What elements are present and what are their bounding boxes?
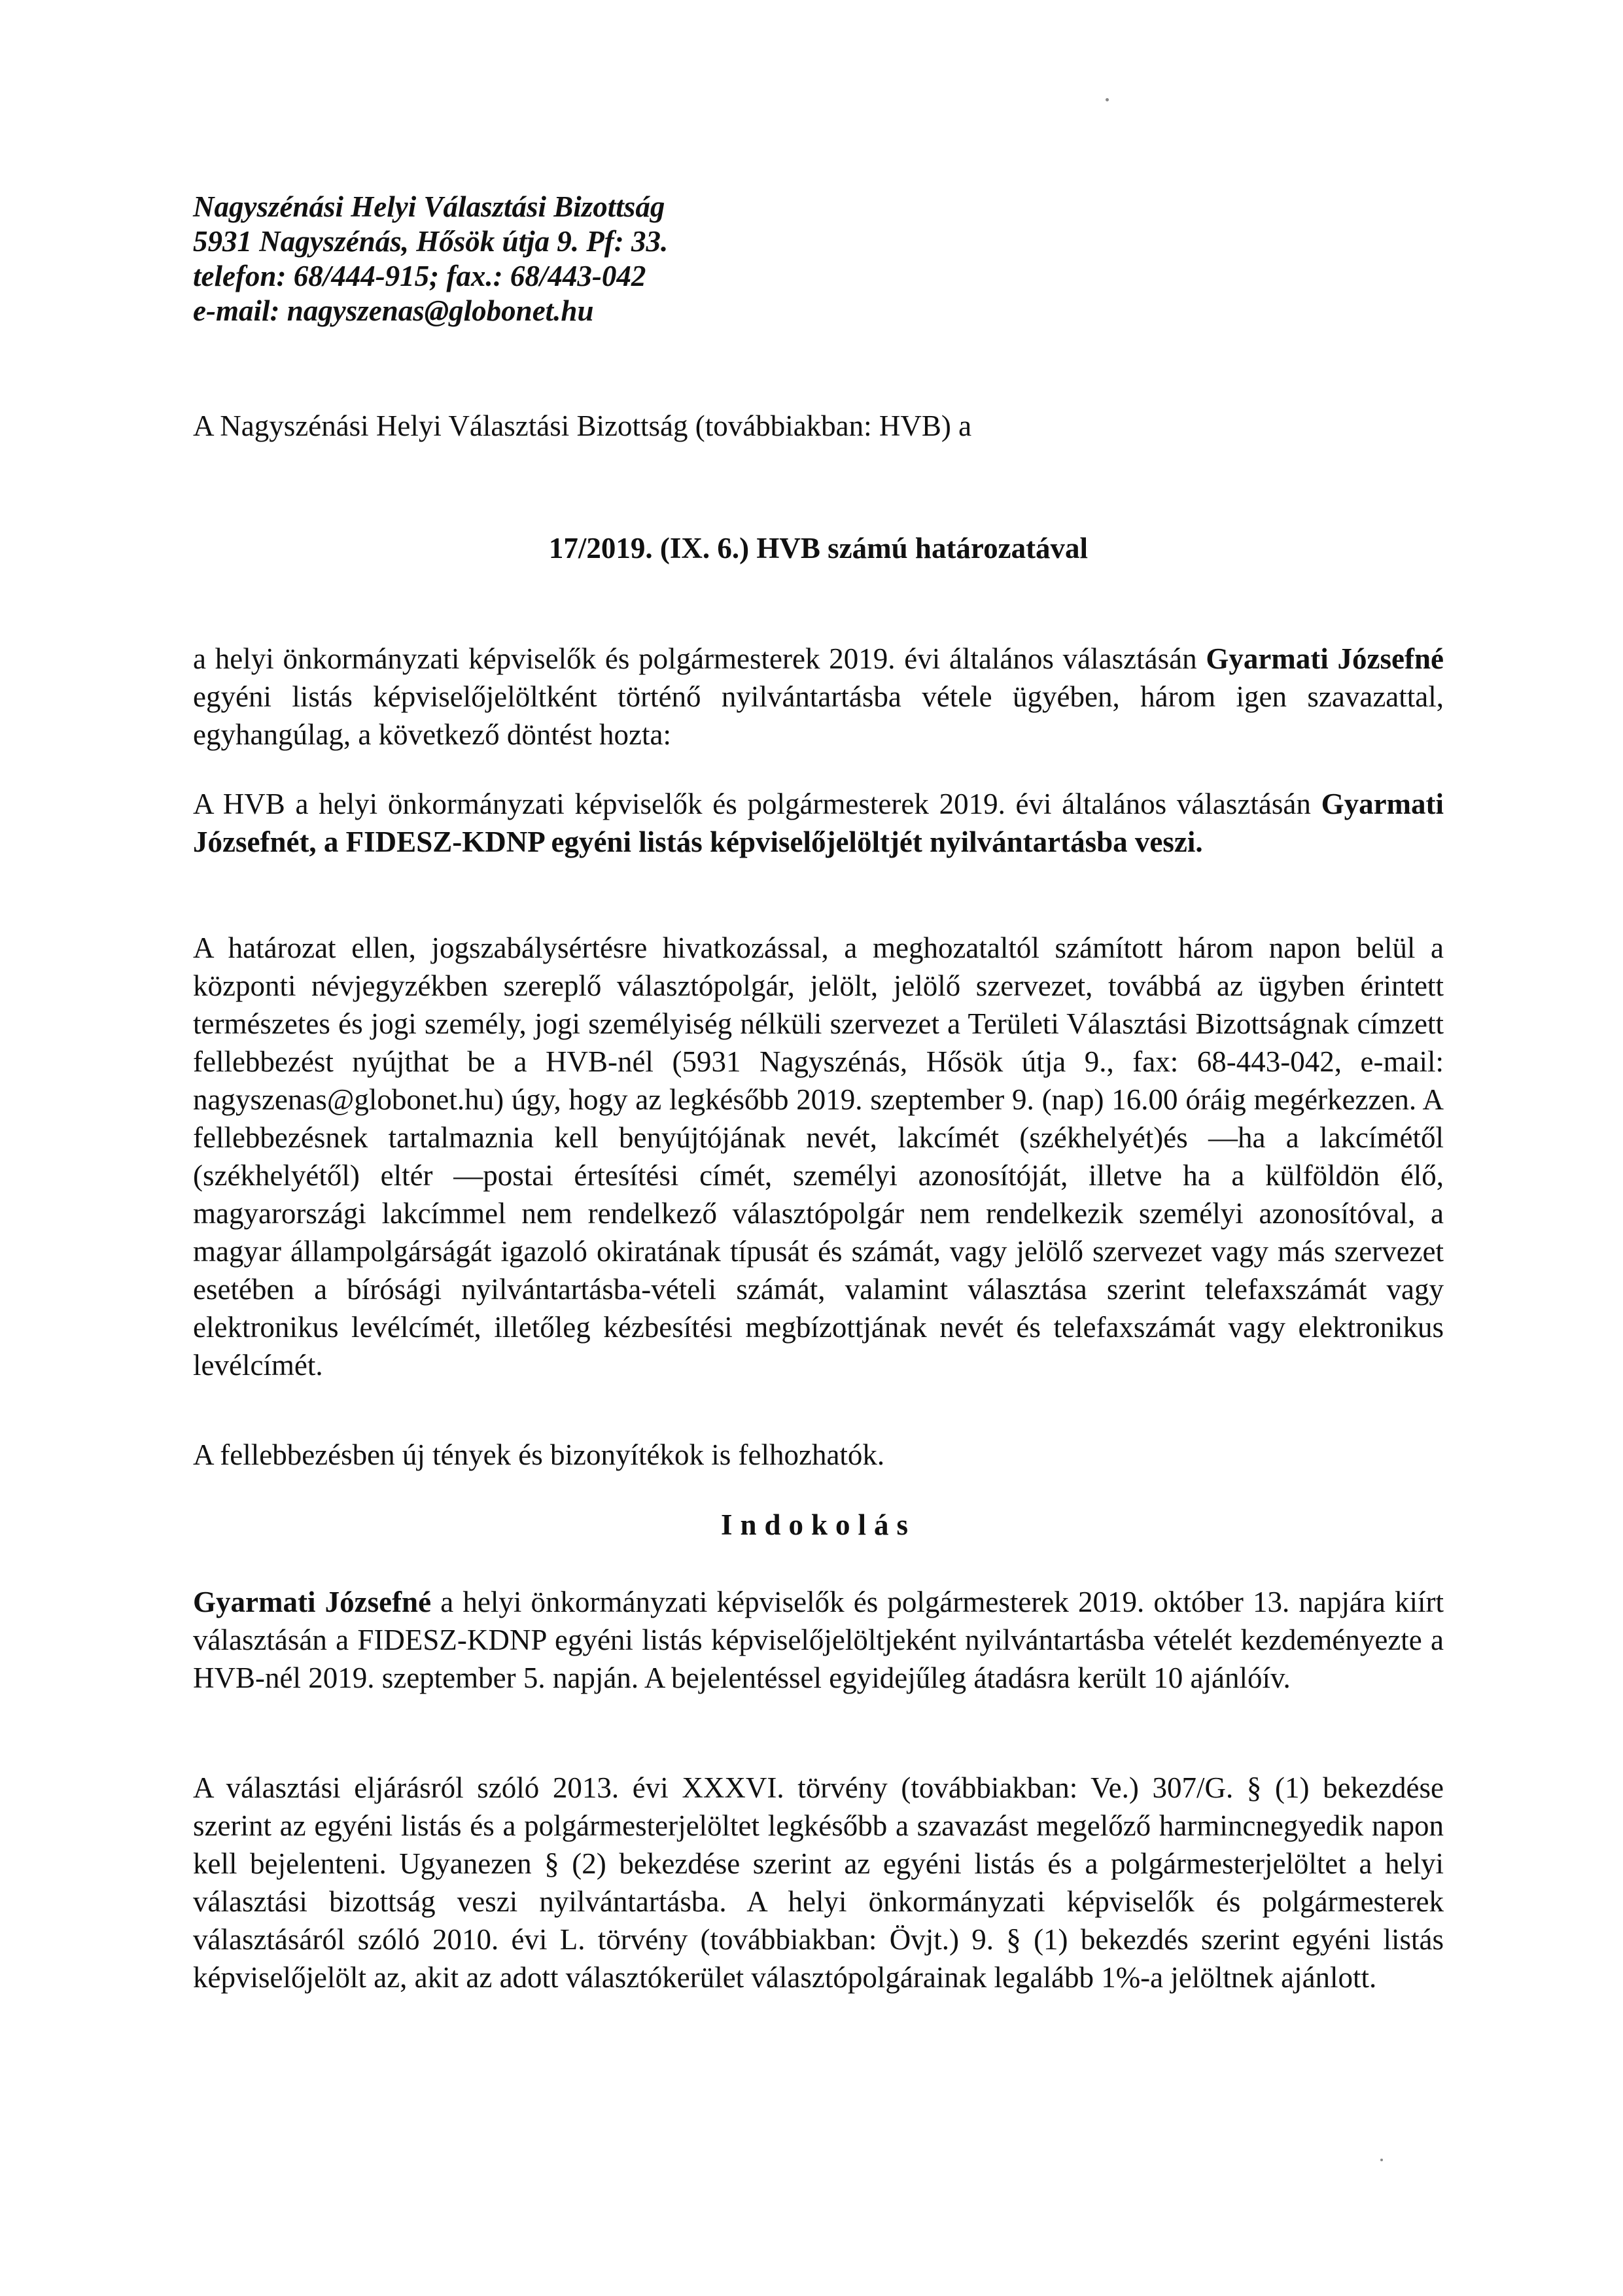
- justification-paragraph: [193, 1583, 1444, 1697]
- candidate-name: Gyarmati Józsefné: [1206, 642, 1444, 675]
- paragraph-text: egyéni listás képviselőjelöltként történő nyilvántartásba vétele ügyében, három igen szavazattal, egyhangúlag, a következő döntést hozta:: [193, 680, 1444, 751]
- decision-text: A HVB a helyi önkormányzati képviselők és polgármesterek 2019. évi általános választásán: [193, 788, 1311, 820]
- scan-speck: [1106, 98, 1109, 101]
- letterhead-organization: Nagyszénási Helyi Választási Bizottság: [193, 190, 665, 223]
- appeal-evidence-paragraph: A fellebbezésben új tények és bizonyítékok is felhozhatók.: [193, 1438, 885, 1471]
- paragraph-text: a helyi önkormányzati képviselők és polgármesterek 2019. október 13. napjára kiírt választásán a FIDESZ-KDNP egyéni listás képviselőjelöltjeként nyilvántartásba vételét kezdeményezte a HVB-nél 2019. szeptember 5. napján. A bejelentéssel egyidejűleg átadásra került 10 ajánlóív.: [193, 1586, 1444, 1694]
- scan-speck: [1380, 2159, 1383, 2161]
- intro-line: A Nagyszénási Helyi Választási Bizottság (továbbiakban: HVB) a: [193, 409, 972, 442]
- decision-context-paragraph: [193, 640, 1444, 754]
- decision-text-bold: Gyarmati Józsefnét, a FIDESZ-KDNP egyéni listás képviselőjelöltjét nyilvántartásba veszi.: [193, 788, 1444, 858]
- letterhead-phone-fax: telefon: 68/444-915; fax.: 68/443-042: [193, 260, 646, 292]
- document-page: [193, 0, 1444, 2296]
- legal-basis-paragraph: A választási eljárásról szóló 2013. évi XXXVI. törvény (továbbiakban: Ve.) 307/G. § (1) bekezdése szerint az egyéni listás és a polgármesterjelöltet legkésőbb a szavazást megelőző harmincnegyedik napon kell bejelenteni. Ugyanezen § (2) bekezdése szerint az egyéni listás és a polgármesterjelöltet a helyi választási bizottság veszi nyilvántartásba. A helyi önkormányzati képviselők és polgármesterek választásáról szóló 2010. évi L. törvény (továbbiakban: Övjt.) 9. § (1) bekezdés szerint egyéni listás képviselőjelölt az, akit az adott választókerület választópolgárainak legalább 1%-a jelöltnek ajánlott.: [193, 1771, 1444, 1994]
- candidate-name: Gyarmati Józsefné: [193, 1586, 432, 1618]
- letterhead: [193, 190, 668, 328]
- decision-paragraph: [193, 785, 1444, 861]
- justification-heading: Indokolás: [720, 1508, 916, 1541]
- paragraph-text: a helyi önkormányzati képviselők és polgármesterek 2019. évi általános választásán: [193, 642, 1206, 675]
- letterhead-address: 5931 Nagyszénás, Hősök útja 9. Pf: 33.: [193, 225, 669, 258]
- appeal-info-paragraph: A határozat ellen, jogszabálysértésre hivatkozással, a meghozataltól számított három napon belül a központi névjegyzékben szereplő választópolgár, jelölt, jelölő szervezet, továbbá az ügyben érintett természetes és jogi személy, jogi személyiség nélküli szervezet a Területi Választási Bizottságnak címzett fellebbezést nyújthat be a HVB-nél (5931 Nagyszénás, Hősök útja 9., fax: 68-443-042, e-mail: nagyszenas@globonet.hu) úgy, hogy az legkésőbb 2019. szeptember 9. (nap) 16.00 óráig megérkezzen. A fellebbezésnek tartalmaznia kell benyújtójának nevét, lakcímét (székhelyét)és —ha a lakcímétől (székhelyétől) eltér —postai értesítési címét, személyi azonosítóját, illetve ha a külföldön élő, magyarországi lakcímmel nem rendelkező választópolgár nem rendelkezik személyi azonosítóval, a magyar állampolgárságát igazoló okiratának típusát és számát, vagy jelölő szervezet vagy más szervezet esetében a bírósági nyilvántartásba-vételi számát, valamint választása szerint telefaxszámát vagy elektronikus levélcímét, illetőleg kézbesítési megbízottjának nevét és telefaxszámát vagy elektronikus levélcímét.: [193, 931, 1444, 1382]
- letterhead-email: e-mail: nagyszenas@globonet.hu: [193, 294, 594, 327]
- resolution-title: 17/2019. (IX. 6.) HVB számú határozatával: [548, 532, 1089, 565]
